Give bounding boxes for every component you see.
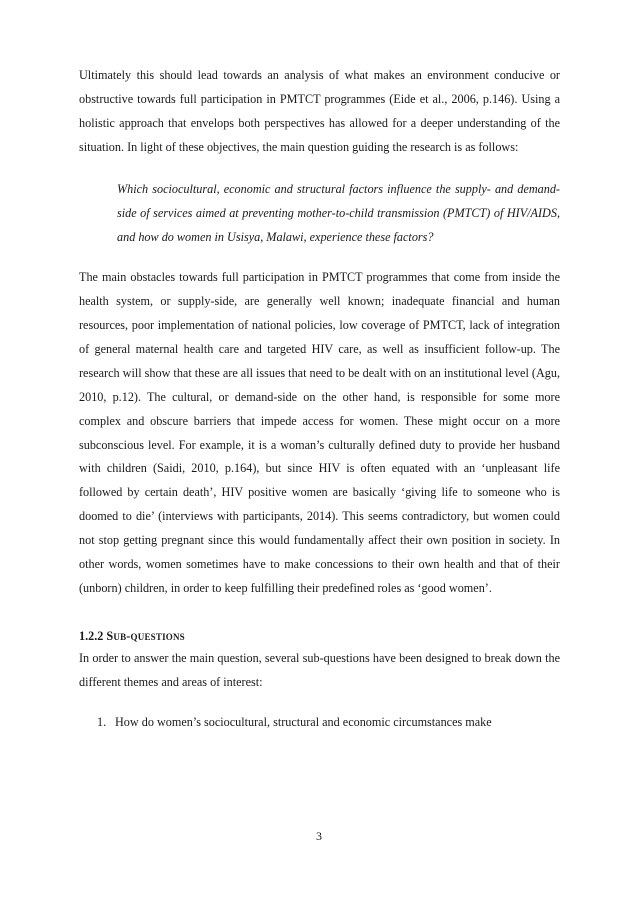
section-heading (79, 626, 560, 647)
intro-paragraph: Ultimately this should lead towards an analysis of what makes an environment conducive or obstructive towards full participation in PMTCT programmes (Eide et al., 2006, p.146). Using a holistic approach that envelops both perspectives has allowed for a deeper understanding of the situation. In light of these objectives, the main question guiding the research is as follows: (79, 68, 560, 154)
section-number: 1.2.2 (79, 628, 104, 643)
list-item (79, 711, 560, 735)
list-item-text: How do women’s sociocultural, structural and economic circumstances make (115, 714, 492, 729)
document-page (79, 64, 560, 735)
page-number: 3 (316, 829, 322, 843)
sub-questions-list (79, 711, 560, 735)
obstacles-paragraph: The main obstacles towards full participation in PMTCT programmes that come from inside the health system, or supply-side, are generally well known; inadequate financial and human resources, poor implementation of national policies, low coverage of PMTCT, lack of integration of general maternal health care and targeted HIV care, as well as insufficient follow-up. The research will show that these are all issues that need to be dealt with on an institutional level (Agu, 2010, p.12). The cultural, or demand-side on the other hand, is responsible for some more complex and obscure barriers that impede access for women. These might occur on a more subconscious level. For example, it is a woman’s culturally defined duty to provide her husband with children (Saidi, 2010, p.164), but since HIV is often equated with an ‘unpleasant life followed by certain death’, HIV positive women are basically ‘giving life to someone who is doomed to die’ (interviews with participants, 2014). This seems contradictory, but women could not stop getting pregnant since this would fundamentally affect their own position in society. In other words, women sometimes have to make concessions to their own health and that of their (unborn) children, in order to keep fulfilling their predefined roles as ‘good women’. (79, 270, 560, 596)
research-question-quote: Which sociocultural, economic and structural factors influence the supply- and demand-side of services aimed at preventing mother-to-child transmission (PMTCT) of HIV/AIDS, and how do women in Usisya, Malawi, experience these factors? (117, 181, 560, 245)
section-title: Sub-questions (106, 628, 185, 643)
list-item-number: 1. (97, 714, 107, 729)
section-intro-paragraph: In order to answer the main question, several sub-questions have been designed to break down the different themes and areas of interest: (79, 650, 560, 689)
